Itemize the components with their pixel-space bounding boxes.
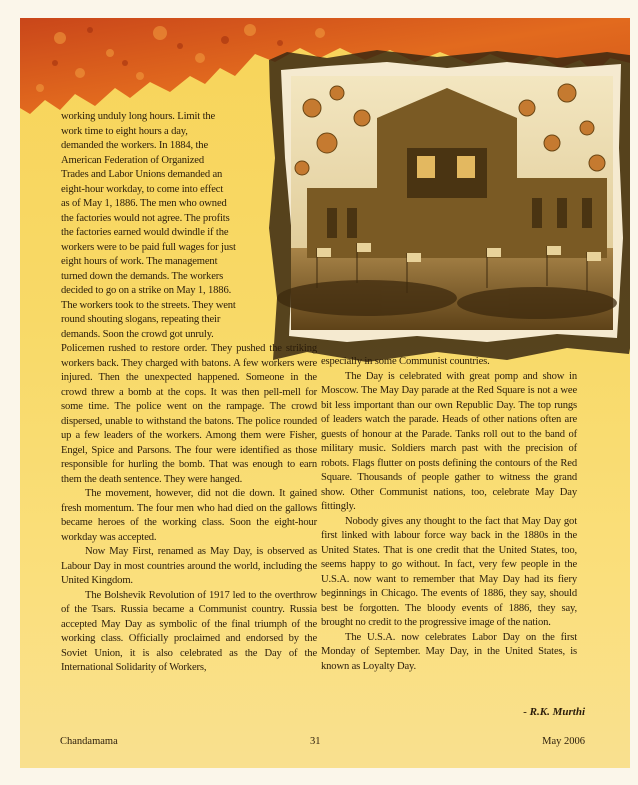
right-text-column [321,355,577,674]
left-text-column [61,110,317,676]
footer-issue-date: May 2006 [542,736,585,747]
paragraph-revolution: The Bolshevik Revolution of 1917 led to the overthrow of the Tsars. Russia became a Communist country. Russia accepted May Day as symbolic of the final triumph of the working class. Officially proclaimed and endorsed by the Soviet Union, it is also celebrated as the Day of the International Solidarity of Workers, [61,589,317,673]
paragraph-moscow: The Day is celebrated with great pomp and show in Moscow. The May Day parade at the Red Square is not a wee bit less important than our own Republic Day. The top rungs of leaders watch the parade. Heads of other nations often are guests of honour at the Parade. Tanks roll out to the band of military music. Soldiers march past with the precision of robots. Flags flutter on posts defining the contours of the Red Square. Thousands of people gather to witness the grand show. Other Communist nations, too, celebrate May Day fittingly. [321,370,577,512]
paragraph-strike: Policemen rushed to restore order. They pushed the striking workers back. They charged with batons. A few workers were injured. Then the unexpected happened. Someone in the crowd threw a bomb at the cops. It was then pell-mell for some time. The police went on the rampage. The crowd dispersed, unable to withstand the batons. The police rounded up a few leaders of the workers. Among them were Fisher, Engel, Spice and Parsons. The four were identified as those responsible for hurling the bomb. That was enough to earn them the death sentence. They were hanged. [61,343,317,485]
paragraph-may-day: Now May First, renamed as May Day, is observed as Labour Day in most countries around the world, including the United Kingdom. [61,546,317,586]
author-signature: - R.K. Murthi [523,706,585,718]
paragraph-opening: working unduly long hours. Limit the work time to eight hours a day, demanded the workers. In 1884, the American Federation of Organized Trades and Labor Unions demanded an eight-hour workday, to come into effect as of May 1, 1886. The men who owned the factories would not agree. The profits the factories earned would dwindle if the workers were to be paid full wages for just eight hours of work. The management turned down the demands. The workers decided to go on a strike on May 1, 1886. The workers took to the streets. They went round shouting slogans, repeating their demands. Soon the crowd got unruly. [61,111,236,340]
paragraph-communist: especially in some Communist countries. [321,356,490,367]
red-square-parade-photo [267,48,630,364]
paragraph-movement: The movement, however, did not die down. It gained fresh momentum. The four men who had died on the gallows became heroes of the working class. Soon the eight-hour workday was accepted. [61,488,317,543]
footer-magazine-name: Chandamama [60,736,118,747]
page-number: 31 [310,736,321,747]
magazine-page [20,18,630,768]
paragraph-usa-origins: Nobody gives any thought to the fact that May Day got first linked with labour force way back in the 1880s in the United States. That is one credit that the United States, too, seems happy to go without. In fact, very few people in the U.S.A. now want to remember that May Day had its fiery beginnings in Chicago. The events of 1886, they say, should best be forgotten. The bloody events of 1886, they say, brought no credit to the progressive image of the nation. [321,515,577,628]
paragraph-labor-day: The U.S.A. now celebrates Labor Day on the first Monday of September. May Day, in the United States, is known as Loyalty Day. [321,631,577,672]
